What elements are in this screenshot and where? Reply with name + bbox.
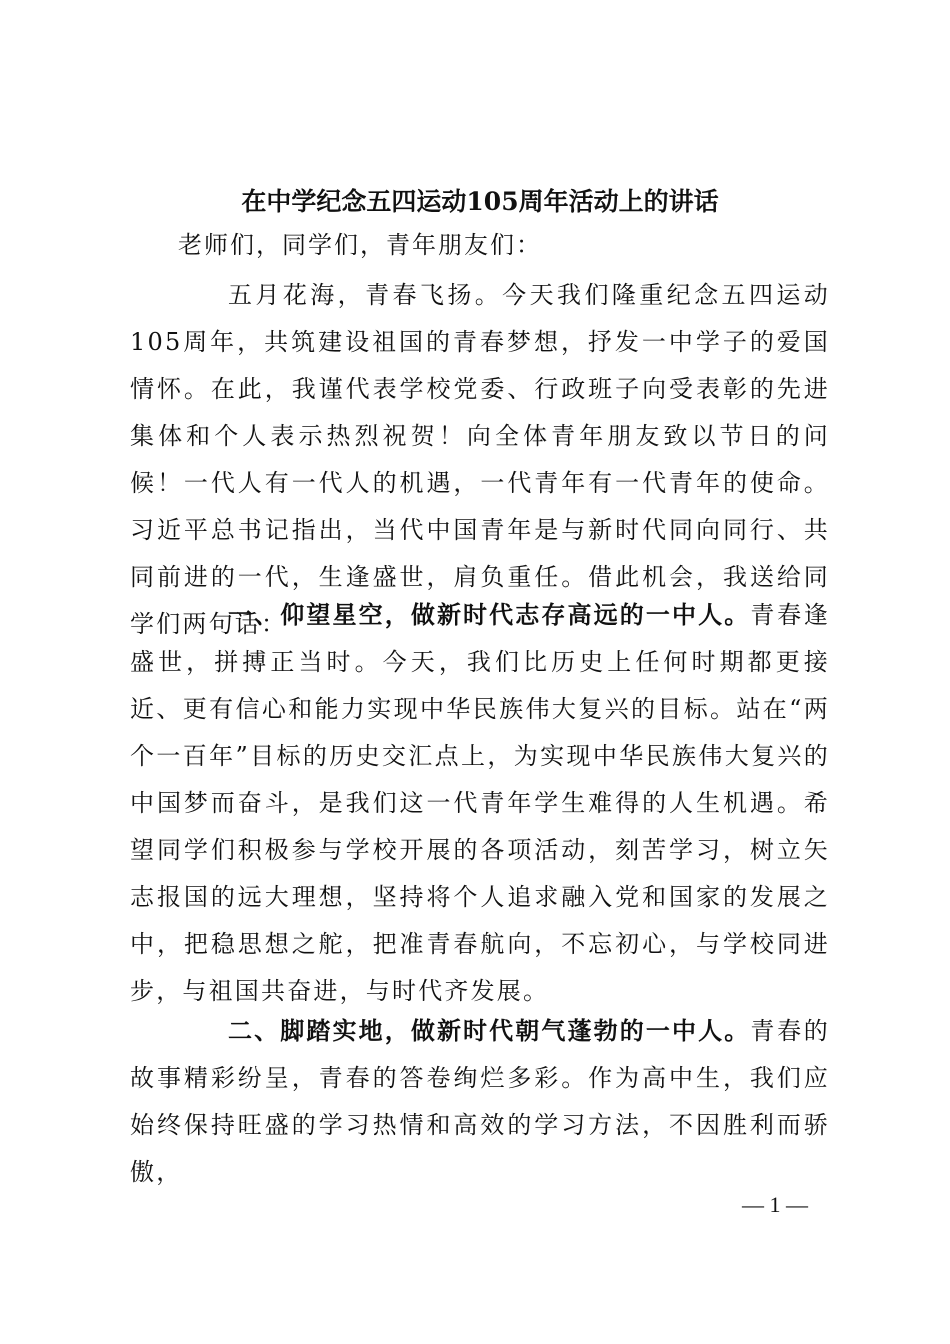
paragraph-text: 五月花海，青春飞扬。今天我们隆重纪念五四运动105周年，共筑建设祖国的青春梦想，抒发一中学子的爱国情怀。在此，我谨代表学校党委、行政班子向受表彰的先进集体和个人表示热烈祝贺！向全体青年朋友致以节日的问候！一代人有一代人的机遇，一代青年有一代青年的使命。习近平总书记指出，当代中国青年是与新时代同向同行、共同前进的一代，生逢盛世，肩负重任。借此机会，我送给同学们两句话：	[130, 281, 830, 638]
document-title: 在中学纪念五四运动105周年活动上的讲话	[241, 187, 719, 216]
paragraph-point-one	[130, 592, 830, 1015]
paragraph-text: 青春逢盛世，拼搏正当时。今天，我们比历史上任何时期都更接近、更有信心和能力实现中华民族伟大复兴的目标。站在“两个一百年”目标的历史交汇点上，为实现中华民族伟大复兴的中国梦而奋斗，是我们这一代青年学生难得的人生机遇。希望同学们积极参与学校开展的各项活动，刻苦学习，树立矢志报国的远大理想，坚持将个人追求融入党和国家的发展之中，把稳思想之舵，把准青春航向，不忘初心，与学校同进步，与祖国共奋进，与时代齐发展。	[130, 601, 830, 1005]
paragraph-point-two	[130, 1008, 830, 1196]
paragraph-text: 青春的故事精彩纷呈，青春的答卷绚烂多彩。作为高中生，我们应始终保持旺盛的学习热情和高效的学习方法，不因胜利而骄傲，	[130, 1017, 830, 1186]
paragraph-lead: 二、脚踏实地，做新时代朝气蓬勃的一中人。	[228, 1017, 751, 1045]
paragraph-lead: 一、仰望星空，做新时代志存高远的一中人。	[228, 601, 751, 629]
page-number: — 1 —	[742, 1192, 808, 1217]
salutation: 老师们，同学们，青年朋友们：	[178, 231, 542, 259]
